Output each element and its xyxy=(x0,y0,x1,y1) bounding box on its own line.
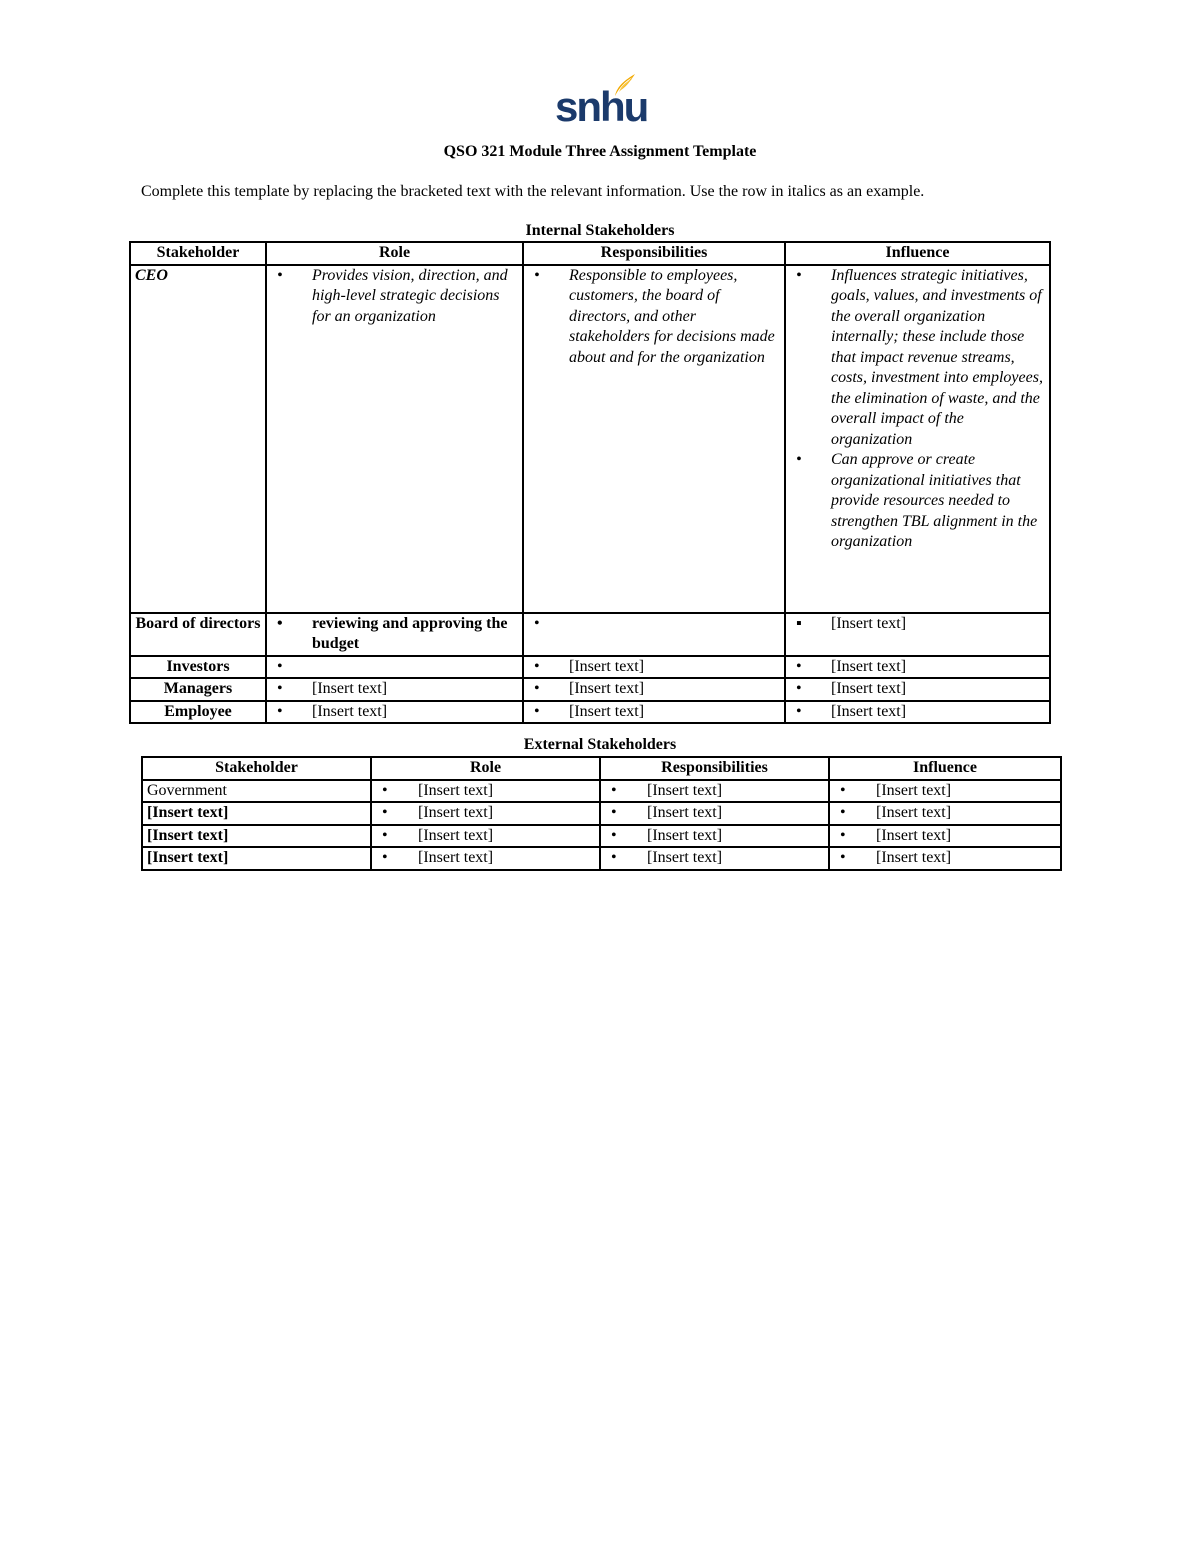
list-item: • Can approve or create organizational initiatives that provide resources needed to strengthen TBL alignment in the organization xyxy=(796,451,1038,550)
responsibilities-cell[interactable] xyxy=(600,780,829,803)
col-header-role: Role xyxy=(371,757,600,780)
table-row-investors xyxy=(130,656,1050,679)
list-item: • [Insert text] xyxy=(534,680,645,697)
role-cell[interactable] xyxy=(266,613,523,656)
table-row xyxy=(142,780,1061,803)
list-item: • [Insert text] xyxy=(611,781,723,799)
responsibilities-cell xyxy=(523,265,785,613)
list-item: • [Insert text] xyxy=(382,804,494,821)
stakeholder-cell[interactable]: Managers xyxy=(130,678,266,701)
col-header-influence: Influence xyxy=(785,242,1050,265)
table-row xyxy=(142,802,1061,825)
influence-cell[interactable] xyxy=(829,825,1061,848)
col-header-responsibilities: Responsibilities xyxy=(600,757,829,780)
col-header-responsibilities: Responsibilities xyxy=(523,242,785,265)
list-item: • Influences strategic initiatives, goals, values, and investments of the overall organization internally; these include those that impact revenue streams, costs, investment into employees, the elimination of waste, and the overall impact of the organization xyxy=(796,266,1043,448)
role-cell[interactable] xyxy=(371,825,600,848)
list-item: • [Insert text] xyxy=(534,657,645,675)
role-cell[interactable]: • xyxy=(266,656,523,679)
page-title: QSO 321 Module Three Assignment Template xyxy=(443,143,757,160)
instructions-text: Complete this template by replacing the bracketed text with the relevant information. Use the row in italics as an example. xyxy=(141,183,925,200)
influence-cell[interactable] xyxy=(785,613,1050,656)
list-item: • [Insert text] xyxy=(796,657,907,675)
list-item: • [Insert text] xyxy=(534,702,645,720)
responsibilities-cell[interactable] xyxy=(600,825,829,848)
list-item: • [Insert text] xyxy=(840,804,952,821)
influence-cell[interactable] xyxy=(785,701,1050,724)
list-item: ▪ [Insert text] xyxy=(796,614,907,632)
table-header-row xyxy=(142,757,1061,780)
col-header-stakeholder: Stakeholder xyxy=(142,757,371,780)
table-row-employee xyxy=(130,701,1050,724)
list-item: • [Insert text] xyxy=(611,849,723,866)
external-caption: External Stakeholders xyxy=(523,736,677,753)
list-item: • [Insert text] xyxy=(382,849,494,866)
stakeholder-cell[interactable]: [Insert text] xyxy=(142,802,371,825)
influence-cell[interactable] xyxy=(829,847,1061,870)
list-item: • [Insert text] xyxy=(382,826,494,844)
responsibilities-cell[interactable] xyxy=(523,656,785,679)
list-item: • [Insert text] xyxy=(840,849,952,866)
stakeholder-cell[interactable]: Investors xyxy=(130,656,266,679)
table-row-managers xyxy=(130,678,1050,701)
list-item: • [Insert text] xyxy=(796,702,907,720)
list-item: • [Insert text] xyxy=(840,826,952,844)
logo-wordmark: snhu xyxy=(555,83,648,130)
stakeholder-cell[interactable]: [Insert text] xyxy=(142,825,371,848)
influence-cell xyxy=(785,265,1050,613)
stakeholder-cell[interactable]: Employee xyxy=(130,701,266,724)
responsibilities-cell[interactable] xyxy=(523,701,785,724)
role-cell[interactable] xyxy=(371,847,600,870)
internal-caption: Internal Stakeholders xyxy=(525,222,675,239)
responsibilities-cell[interactable]: • xyxy=(523,613,785,656)
snhu-logo xyxy=(555,72,648,134)
responsibilities-cell[interactable] xyxy=(600,802,829,825)
table-row xyxy=(142,847,1061,870)
list-item: • reviewing and approving the budget xyxy=(277,614,508,652)
responsibilities-cell[interactable] xyxy=(523,678,785,701)
internal-stakeholders-table xyxy=(129,241,1051,724)
list-item: • Responsible to employees, customers, the board of directors, and other stakeholders for decisions made about and for the organization xyxy=(534,266,775,366)
role-cell[interactable] xyxy=(371,802,600,825)
role-cell[interactable] xyxy=(371,780,600,803)
list-item: • [Insert text] xyxy=(277,680,388,697)
list-item: • [Insert text] xyxy=(840,781,952,799)
influence-cell[interactable] xyxy=(785,656,1050,679)
influence-cell[interactable] xyxy=(829,802,1061,825)
list-item: • [Insert text] xyxy=(382,781,494,799)
table-row-ceo xyxy=(130,265,1050,613)
list-item: • [Insert text] xyxy=(611,804,723,821)
influence-cell[interactable] xyxy=(829,780,1061,803)
col-header-role: Role xyxy=(266,242,523,265)
list-item: • [Insert text] xyxy=(277,702,388,720)
flame-icon xyxy=(611,72,637,98)
responsibilities-cell[interactable] xyxy=(600,847,829,870)
external-stakeholders-table xyxy=(141,756,1062,871)
stakeholder-cell[interactable]: [Insert text] xyxy=(142,847,371,870)
table-header-row xyxy=(130,242,1050,265)
role-cell xyxy=(266,265,523,613)
stakeholder-cell: CEO xyxy=(130,265,266,613)
influence-cell[interactable] xyxy=(785,678,1050,701)
list-item: • [Insert text] xyxy=(796,680,907,697)
role-cell[interactable] xyxy=(266,678,523,701)
stakeholder-cell[interactable]: Government xyxy=(142,780,371,803)
col-header-stakeholder: Stakeholder xyxy=(130,242,266,265)
role-cell[interactable] xyxy=(266,701,523,724)
stakeholder-cell[interactable]: Board of directors xyxy=(130,613,266,656)
table-row-board xyxy=(130,613,1050,656)
list-item: • Provides vision, direction, and high-level strategic decisions for an organization xyxy=(277,266,508,325)
col-header-influence: Influence xyxy=(829,757,1061,780)
table-row xyxy=(142,825,1061,848)
list-item: • [Insert text] xyxy=(611,826,723,844)
